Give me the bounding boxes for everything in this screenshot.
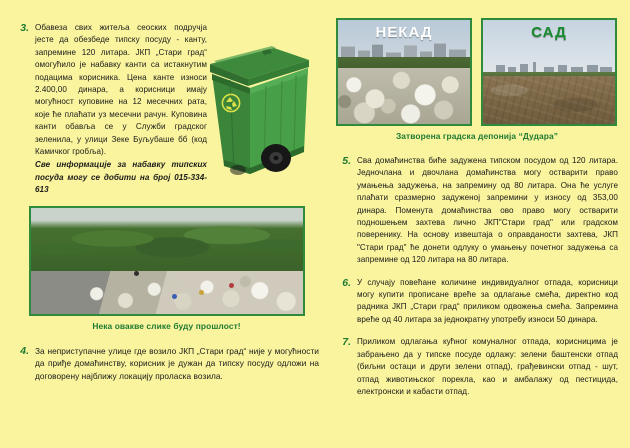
- item-4-number: 4.: [20, 344, 29, 357]
- before-after-photo-pair: [336, 18, 618, 126]
- photo-debris-dot: [199, 290, 204, 295]
- photo-before-nekad: [336, 18, 472, 126]
- after-cleared-ground: [483, 76, 615, 124]
- photo-label-after: САД: [531, 24, 567, 41]
- item-7-number: 7.: [342, 336, 351, 349]
- photo-after-sad: [481, 18, 617, 126]
- item-6-text: У случају повећане количине индивидуалног отпада, корисници могу купити прописане вреће за одлагање смећа, директно код радника ЈКП „Стари град“ приликом одвожења смећа. Запремина вреће од 40 литара за једнократну употребу износи 50 динара.: [357, 277, 618, 324]
- item-4-text: За неприступачне улице где возило ЈКП „Стари град“ није у могућности да приђе домаћинству, корисник је дужан да типску посуду одложи на договорену најближу локацију проласка возила.: [35, 345, 319, 381]
- green-bin-illustration: [204, 34, 316, 179]
- item-3-text: Обавеза свих житеља сеоских подручја јесте да обезбеде типску посуду - канту, запремине 120 литара. ЈКП „Стари град“ омогућило је набавку канти са истакнутим подацима корисника. Цена канте износи 2.400,00 динара, а корисници имају могућност куповине на 12 месечних рата, које ће плаћати уз месечни рачун. Куповина канти обавља се у Служби градског зеленила, у улици Зеке Буљубаше бб (код Камичког гробља).: [35, 23, 207, 157]
- list-item-6: [336, 277, 618, 327]
- photo-label-before: НЕКАД: [375, 24, 433, 41]
- list-item-7: [336, 336, 618, 398]
- photo-debris-dot: [172, 294, 177, 299]
- photo-trash-pile: [63, 269, 302, 314]
- photo-debris-dot: [134, 271, 139, 276]
- illegal-dump-photo: [29, 206, 305, 316]
- list-item-4: [14, 345, 319, 382]
- item-5-number: 5.: [342, 155, 351, 167]
- item-7-text: Приликом одлагања кућног комуналног отпада, корисницима је забрањено да у типске посуде одлажу: зелени баштенски отпад (биљни остаци и други зелени отпад), грађевински отпад - шут, отпад животињског порекла, као и амбалажу од пестицида, електронски и кабасти отпад.: [357, 337, 618, 396]
- item-3-emphasis: Све информације за набавку типских посуда могу се добити на број 015-334-613: [35, 160, 207, 195]
- list-item-5: [336, 155, 618, 267]
- landscape-photo-block: [14, 206, 319, 331]
- wheelie-bin-icon: [204, 34, 316, 179]
- item-6-number: 6.: [342, 276, 351, 289]
- item-5-text: Сва домаћинства биће задужена типском посудом од 120 литара. Једночлана и двочлана домаћинства могу остварити право умањења задужења, на запремину од 80 литара. Она ће услуге плаћати сразмерно задуженој запремини у износу од 353,00 динара. Поменута домаћинства ово право могу остварити подношењем захтева лично ЈКП"Стари град" или градском поверенику. На основу извештаја о оправданости захтева, ЈКП "Стари град" ће донети одлуку о умањењу почетног задужења са запремине од 120 литара на 80 литара.: [357, 156, 618, 265]
- item-3-number: 3.: [20, 22, 29, 34]
- before-after-caption: Затворена градска депонија “Дудара”: [395, 131, 559, 141]
- right-column: [336, 18, 618, 407]
- photo-treeline: [31, 208, 303, 276]
- before-trash-heap: [338, 68, 470, 124]
- landscape-photo-caption: Нека овакве слике буду прошлост!: [92, 320, 241, 331]
